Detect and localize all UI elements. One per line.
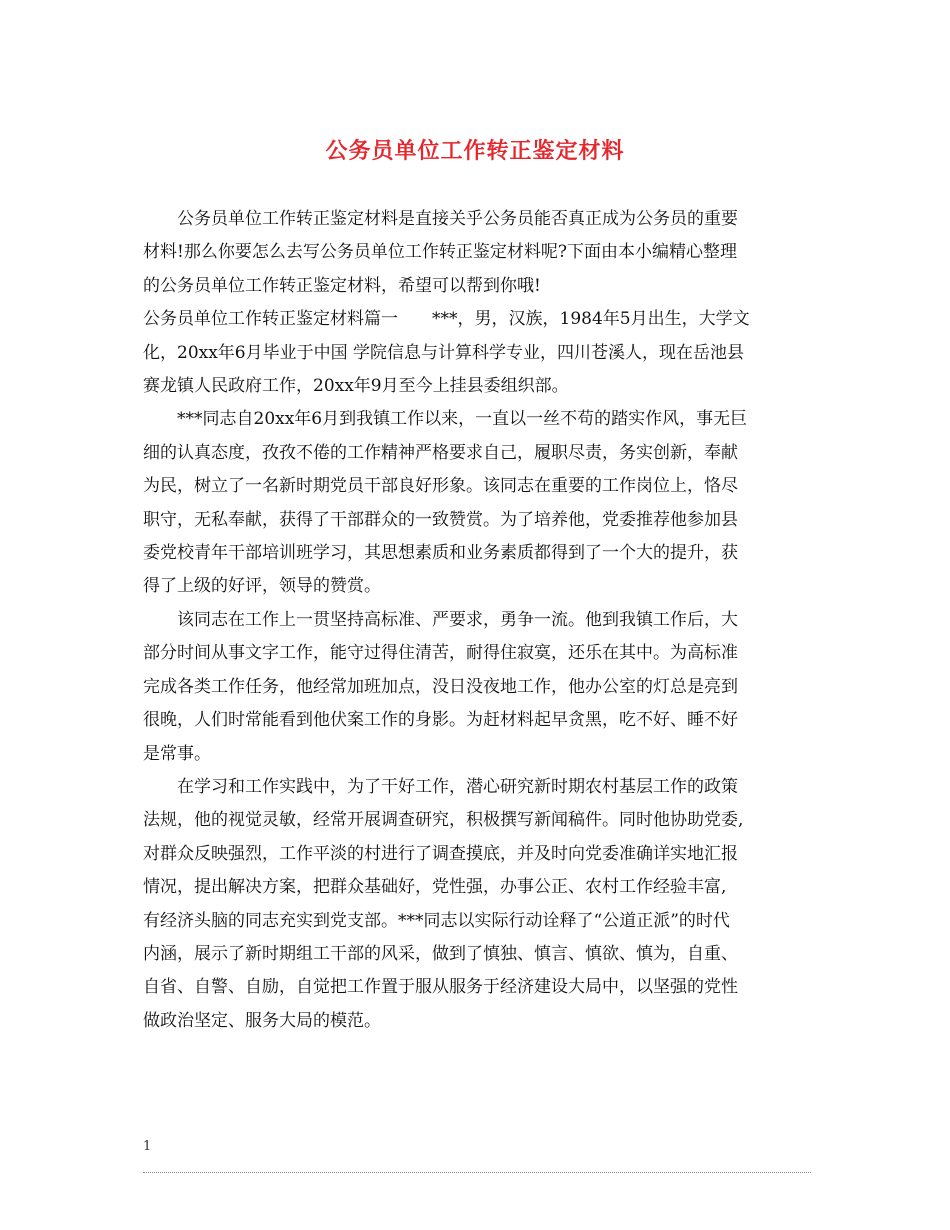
profile-first-line bbox=[143, 303, 811, 336]
paragraph-line: 在学习和工作实践中，为了干好工作，潜心研究新时期农村基层工作的政策 bbox=[177, 776, 738, 797]
profile-line: 化，20xx年6月毕业于中国 学院信息与计算科学专业，四川苍溪人，现在岳池县 bbox=[143, 342, 745, 363]
paragraph-line: 委党校青年干部培训班学习，其思想素质和业务素质都得到了一个大的提升，获 bbox=[143, 543, 738, 564]
intro-line: 的公务员单位工作转正鉴定材料，希望可以帮到你哦! bbox=[143, 275, 541, 296]
page-number: 1 bbox=[143, 1139, 152, 1154]
paragraph-study-practice bbox=[143, 771, 811, 1038]
paragraph-line: 情况，提出解决方案，把群众基础好，党性强，办事公正、农村工作经验丰富, bbox=[143, 877, 727, 898]
footer-divider bbox=[143, 1172, 811, 1173]
paragraph-line: 为民，树立了一名新时期党员干部良好形象。该同志在重要的工作岗位上，恪尽 bbox=[143, 476, 738, 497]
paragraph-line: 自省、自警、自励，自觉把工作置于服从服务于经济建设大局中，以坚强的党性 bbox=[143, 977, 738, 998]
paragraph-line: 得了上级的好评，领导的赞赏。 bbox=[143, 576, 381, 597]
intro-paragraph bbox=[143, 203, 811, 303]
profile-line: ***，男，汉族，1984年5月出生，大学文 bbox=[432, 309, 750, 330]
profile-line: 赛龙镇人民政府工作，20xx年9月至今上挂县委组织部。 bbox=[143, 376, 569, 397]
paragraph-line: 对群众反映强烈，工作平淡的村进行了调查摸底，并及时向党委准确详实地汇报 bbox=[143, 843, 738, 864]
intro-line: 材料!那么你要怎么去写公务员单位工作转正鉴定材料呢?下面由本小编精心整理 bbox=[143, 242, 737, 263]
paragraph-line: 部分时间从事文字工作，能守过得住清苦，耐得住寂寞，还乐在其中。为高标准 bbox=[143, 643, 738, 664]
document-body bbox=[143, 203, 811, 1038]
paragraph-line: 职守，无私奉献，获得了干部群众的一致赞赏。为了培养他，党委推荐他参加县 bbox=[143, 509, 738, 530]
paragraph-line: 是常事。 bbox=[143, 743, 211, 764]
document-title: 公务员单位工作转正鉴定材料 bbox=[325, 138, 625, 164]
paragraph-line: 有经济头脑的同志充实到党支部。***同志以实际行动诠释了“公道正派”的时代 bbox=[143, 910, 730, 931]
paragraph-high-standard bbox=[143, 604, 811, 771]
paragraph-line: 内涵，展示了新时期组工干部的风采，做到了慎独、慎言、慎欲、慎为，自重、 bbox=[143, 943, 738, 964]
paragraph-line: 做政治坚定、服务大局的模范。 bbox=[143, 1010, 381, 1031]
intro-line: 公务员单位工作转正鉴定材料是直接关乎公务员能否真正成为公务员的重要 bbox=[177, 209, 738, 229]
paragraph-line: 很晚，人们时常能看到他伏案工作的身影。为赶材料起早贪黑，吃不好、睡不好 bbox=[143, 710, 738, 731]
paragraph-line: 完成各类工作任务，他经常加班加点，没日没夜地工作，他办公室的灯总是亮到 bbox=[143, 676, 738, 697]
paragraph-line: 该同志在工作上一贯坚持高标准、严要求，勇争一流。他到我镇工作后，大 bbox=[177, 609, 738, 630]
paragraph-work-attitude bbox=[143, 403, 811, 603]
profile-paragraph bbox=[143, 303, 811, 403]
section-heading: 公务员单位工作转正鉴定材料篇一 bbox=[143, 309, 398, 330]
paragraph-line: 法规，他的视觉灵敏，经常开展调查研究，积极撰写新闻稿件。同时他协助党委, bbox=[143, 810, 744, 831]
paragraph-line: ***同志自20xx年6月到我镇工作以来，一直以一丝不苟的踏实作风，事无巨 bbox=[177, 409, 748, 430]
paragraph-line: 细的认真态度，孜孜不倦的工作精神严格要求自己，履职尽责，务实创新，奉献 bbox=[143, 442, 738, 463]
